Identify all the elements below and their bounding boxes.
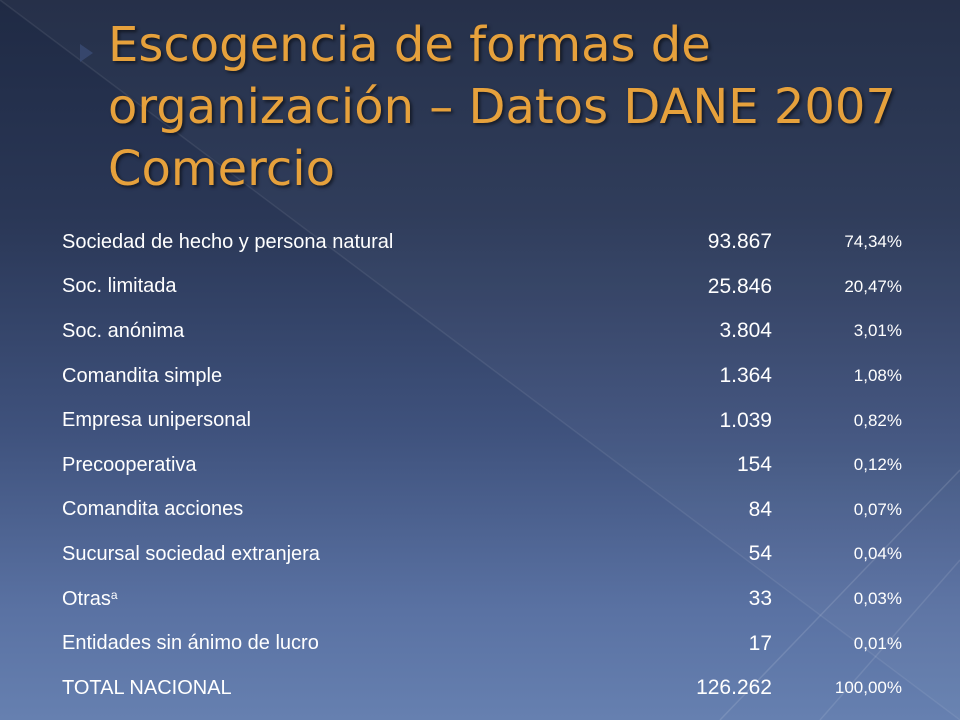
- row-name: Precooperativa: [62, 453, 197, 476]
- table-row: [62, 577, 902, 622]
- row-percentage: 74,34%: [844, 232, 902, 252]
- table-row: [62, 532, 902, 577]
- row-name: Sociedad de hecho y persona natural: [62, 230, 394, 253]
- row-name: Empresa unipersonal: [62, 409, 251, 432]
- footnote-marker: a: [110, 587, 118, 602]
- row-count: 154: [736, 453, 772, 477]
- row-count: 93.867: [707, 230, 772, 254]
- row-name: Comandita acciones: [62, 498, 244, 521]
- row-count: 126.262: [696, 676, 772, 700]
- row-count: 54: [748, 542, 772, 566]
- row-count: 25.846: [707, 274, 772, 298]
- row-count: 84: [748, 497, 772, 521]
- slide-title: Escogencia de formas de organización – Datos DANE 2007 Comercio: [108, 17, 896, 197]
- table-row: [62, 354, 902, 399]
- row-percentage: 1,08%: [853, 366, 902, 386]
- table-row: [62, 220, 902, 265]
- row-percentage: 0,07%: [853, 499, 902, 519]
- row-percentage: 20,47%: [844, 276, 902, 296]
- row-count: 17: [748, 631, 772, 655]
- row-name: Sucursal sociedad extranjera: [62, 542, 320, 565]
- title-bullet-icon: [80, 44, 93, 62]
- row-percentage: 0,82%: [853, 410, 902, 430]
- row-percentage: 100,00%: [834, 678, 902, 698]
- row-count: 33: [748, 587, 772, 611]
- row-name: Comandita simple: [62, 364, 223, 387]
- row-name: TOTAL NACIONAL: [62, 676, 232, 699]
- table-row-total: [62, 666, 902, 711]
- table-row: [62, 621, 902, 666]
- row-percentage: 3,01%: [853, 321, 902, 341]
- row-percentage: 0,04%: [853, 544, 902, 564]
- row-name: Entidades sin ánimo de lucro: [62, 632, 319, 655]
- table-row: [62, 488, 902, 533]
- row-name: Soc. anónima: [62, 319, 185, 342]
- row-percentage: 0,03%: [853, 589, 902, 609]
- row-name: Otras: [62, 587, 111, 610]
- table-row: [62, 443, 902, 488]
- row-count: 1.039: [719, 408, 772, 432]
- row-percentage: 0,01%: [853, 633, 902, 653]
- organization-table: [62, 220, 902, 711]
- row-count: 1.364: [719, 364, 772, 388]
- table-row: [62, 398, 902, 443]
- row-name-cell: [62, 577, 532, 622]
- row-percentage: 0,12%: [853, 455, 902, 475]
- row-count: 3.804: [719, 319, 772, 343]
- table-row: [62, 265, 902, 310]
- row-name: Soc. limitada: [62, 275, 177, 298]
- table-row: [62, 309, 902, 354]
